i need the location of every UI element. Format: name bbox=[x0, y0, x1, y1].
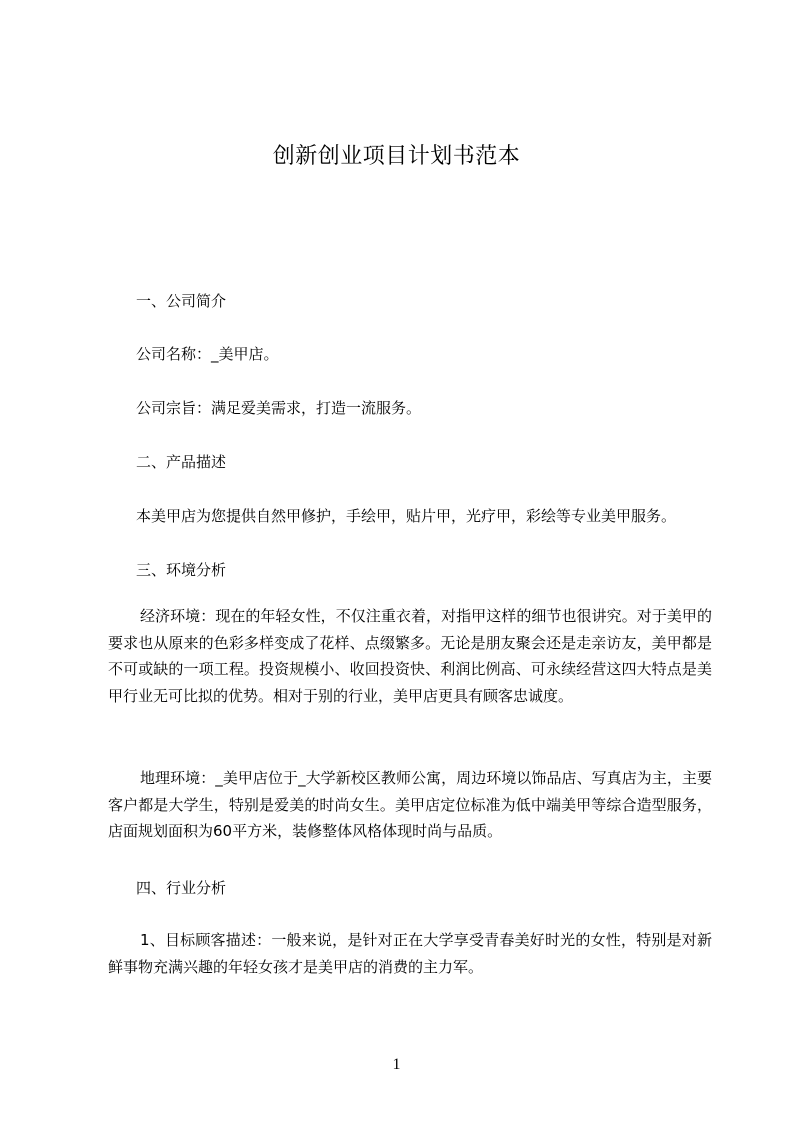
section-heading-company-intro: 一、公司简介 bbox=[136, 292, 227, 310]
target-customers-paragraph: 1、目标顾客描述：一般来说，是针对正在大学享受青春美好时光的女性，特别是对新鲜事物充满兴趣的年轻女孩才是美甲店的消费的主力军。 bbox=[108, 931, 712, 976]
section-heading-industry: 四、行业分析 bbox=[136, 879, 227, 897]
company-name-line: 公司名称：_美甲店。 bbox=[136, 345, 279, 363]
geographic-environment-paragraph: 地理环境：_美甲店位于_大学新校区教师公寓，周边环境以饰品店、写真店为主，主要客户都是大学生，特别是爱美的时尚女生。美甲店定位标准为低中端美甲等综合造型服务，店面规划面积为60平方米，装修整体风格体现时尚与品质。 bbox=[108, 769, 712, 840]
company-purpose-line: 公司宗旨：满足爱美需求，打造一流服务。 bbox=[136, 399, 422, 417]
product-description: 本美甲店为您提供自然甲修护，手绘甲，贴片甲，光疗甲，彩绘等专业美甲服务。 bbox=[136, 507, 677, 525]
document-title: 创新创业项目计划书范本 bbox=[272, 144, 521, 169]
section-heading-product: 二、产品描述 bbox=[136, 453, 227, 471]
section-heading-environment: 三、环境分析 bbox=[136, 561, 227, 579]
economic-environment-paragraph: 经济环境：现在的年轻女性，不仅注重衣着，对指甲这样的细节也很讲究。对于美甲的要求也从原来的色彩多样变成了花样、点缀繁多。无论是朋友聚会还是走亲访友，美甲都是不可或缺的一项工程。投资规模小、收回投资快、利润比例高、可永续经营这四大特点是美甲行业无可比拟的优势。相对于别的行业，美甲店更具有顾客忠诚度。 bbox=[108, 607, 712, 705]
page-number: 1 bbox=[392, 1056, 401, 1073]
